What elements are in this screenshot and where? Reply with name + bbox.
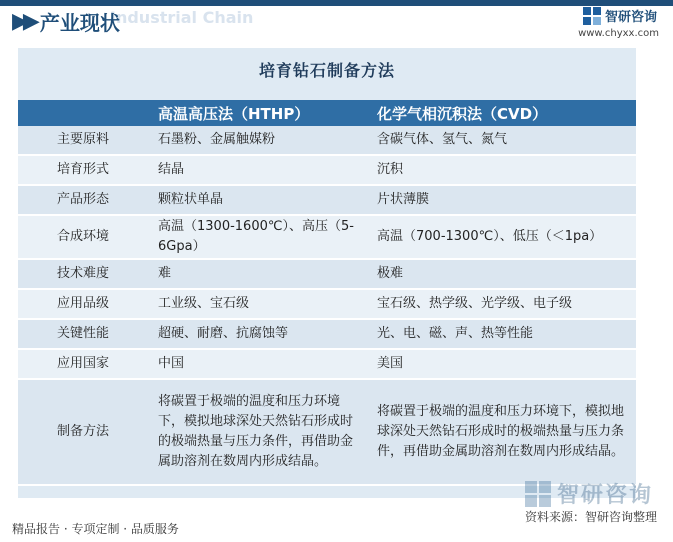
header-cell-empty [18,100,148,126]
table-row [18,126,636,155]
table-row [18,155,636,185]
cvd-cell: 沉积 [367,155,636,185]
cvd-cell: 含碳气体、氢气、氮气 [367,126,636,155]
hthp-cell: 结晶 [148,155,367,185]
row-label: 关键性能 [18,319,148,349]
brand-name: 智研咨询 [604,10,657,25]
table-row [18,259,636,289]
hthp-cell: 颗粒状单晶 [148,185,367,215]
hthp-cell: 超硬、耐磨、抗腐蚀等 [148,319,367,349]
row-label: 应用品级 [18,289,148,319]
watermark-text: 智研咨询 [556,483,653,508]
row-label: 合成环境 [18,215,148,259]
row-label: 产品形态 [18,185,148,215]
hthp-cell: 石墨粉、金属触媒粉 [148,126,367,155]
table-row [18,319,636,349]
cvd-cell: 片状薄膜 [367,185,636,215]
row-label: 技术难度 [18,259,148,289]
cvd-cell: 美国 [367,349,636,379]
watermark [525,478,653,509]
row-label: 主要原料 [18,126,148,155]
table-row [18,185,636,215]
table-row [18,215,636,259]
footer-slogan: 精品报告 · 专项定制 · 品质服务 [12,522,179,536]
cvd-cell: 极难 [367,259,636,289]
hthp-cell: 中国 [148,349,367,379]
row-label: 应用国家 [18,349,148,379]
table-title: 培育钻石制备方法 [258,60,395,80]
section-title [12,4,120,38]
header-cell-cvd: 化学气相沉积法（CVD） [367,100,636,126]
cvd-cell: 光、电、磁、声、热等性能 [367,319,636,349]
page-title: 产业现状 [39,10,120,35]
cvd-cell: 宝石级、热学级、光学级、电子级 [367,289,636,319]
title-background-text: Industrial Chain [110,8,254,27]
comparison-table [18,100,636,486]
table-row [18,289,636,319]
table-header-row [18,100,636,126]
row-label: 培育形式 [18,155,148,185]
header-cell-hthp: 高温高压法（HTHP） [148,100,367,126]
table-row [18,349,636,379]
comparison-panel [18,48,636,498]
brand-logo-icon [583,7,601,25]
source-note: 资料来源：智研咨询整理 [524,510,657,524]
table-row [18,379,636,485]
cvd-cell: 将碳置于极端的温度和压力环境下，模拟地球深处天然钻石形成时的极端热量与压力条件，再借助金属助溶剂在数周内形成结晶。 [367,379,636,485]
cvd-cell: 高温（700-1300℃）、低压（＜1pa） [367,215,636,259]
row-label: 制备方法 [18,379,148,485]
brand-url: www.chyxx.com [578,28,659,39]
double-chevron-icon: ▶▶ [12,8,34,34]
brand-logo [583,6,657,25]
hthp-cell: 工业级、宝石级 [148,289,367,319]
hthp-cell: 难 [148,259,367,289]
watermark-logo-icon [525,481,551,507]
hthp-cell: 高温（1300-1600℃）、高压（5-6Gpa） [148,215,367,259]
header [0,0,673,44]
hthp-cell: 将碳置于极端的温度和压力环境下，模拟地球深处天然钻石形成时的极端热量与压力条件，再借助金属助溶剂在数周内形成结晶。 [148,379,367,485]
